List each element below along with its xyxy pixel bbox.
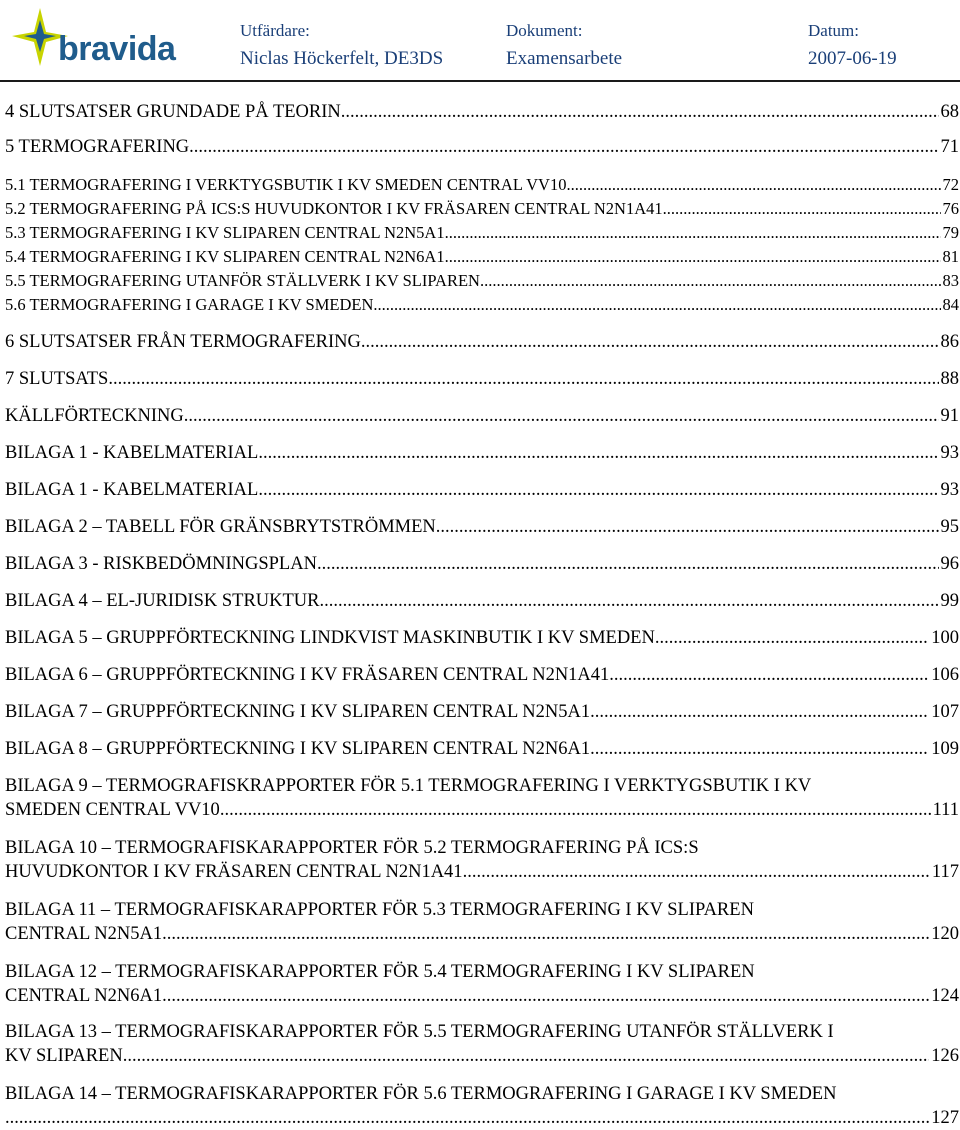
- toc-entry[interactable]: 5.5 TERMOGRAFERING UTANFÖR STÄLLVERK I KV SLIPAREN ..... 83: [5, 269, 959, 293]
- logo-text: bravida: [58, 30, 176, 68]
- date-field: [808, 20, 897, 72]
- toc-entry[interactable]: BILAGA 1 - KABELMATERIAL ..... 93: [5, 441, 959, 465]
- toc-entry[interactable]: 5 TERMOGRAFERING ..... 71: [5, 135, 959, 159]
- toc-entry[interactable]: BILAGA 5 – GRUPPFÖRTECKNING LINDKVIST MASKINBUTIK I KV SMEDEN ..... 100: [5, 626, 959, 650]
- toc-entry[interactable]: KÄLLFÖRTECKNING ..... 91: [5, 404, 959, 428]
- date-label: Datum:: [808, 21, 859, 40]
- toc-entry[interactable]: BILAGA 7 – GRUPPFÖRTECKNING I KV SLIPAREN CENTRAL N2N5A1 ..... 107: [5, 700, 959, 724]
- toc-entry[interactable]: BILAGA 2 – TABELL FÖR GRÄNSBRYTSTRÖMMEN ..... 95: [5, 515, 959, 539]
- document-label: Dokument:: [506, 21, 583, 40]
- toc-entry[interactable]: 5.1 TERMOGRAFERING I VERKTYGSBUTIK I KV SMEDEN CENTRAL VV10 ..... 72: [5, 173, 959, 197]
- toc-entry[interactable]: BILAGA 6 – GRUPPFÖRTECKNING I KV FRÄSAREN CENTRAL N2N1A41 ..... 106: [5, 663, 959, 687]
- page-header: [0, 0, 960, 84]
- issuer-value: Niclas Höckerfelt, DE3DS: [240, 47, 444, 69]
- document-field: [506, 20, 622, 72]
- document-value: Examensarbete: [506, 47, 623, 69]
- issuer-label: Utfärdare:: [240, 21, 310, 40]
- toc-entry[interactable]: 4 SLUTSATSER GRUNDADE PÅ TEORIN ..... 68: [5, 100, 959, 124]
- toc-entry[interactable]: BILAGA 8 – GRUPPFÖRTECKNING I KV SLIPAREN CENTRAL N2N6A1 ..... 109: [5, 737, 959, 761]
- header-divider: [0, 80, 960, 82]
- toc-entry[interactable]: BILAGA 3 - RISKBEDÖMNINGSPLAN ..... 96: [5, 552, 959, 576]
- bravida-logo: [10, 6, 176, 70]
- toc-entry[interactable]: 5.3 TERMOGRAFERING I KV SLIPAREN CENTRAL N2N5A1 ..... 79: [5, 221, 959, 245]
- toc-entry[interactable]: 5.2 TERMOGRAFERING PÅ ICS:S HUVUDKONTOR I KV FRÄSAREN CENTRAL N2N1A41 ..... 76: [5, 197, 959, 221]
- issuer-field: [240, 20, 443, 72]
- toc-entry[interactable]: BILAGA 1 - KABELMATERIAL ..... 93: [5, 478, 959, 502]
- toc-entry[interactable]: 6 SLUTSATSER FRÅN TERMOGRAFERING ..... 86: [5, 330, 959, 354]
- toc-entry[interactable]: 5.4 TERMOGRAFERING I KV SLIPAREN CENTRAL N2N6A1 ..... 81: [5, 245, 959, 269]
- date-value: 2007-06-19: [808, 47, 897, 69]
- toc-entry[interactable]: 7 SLUTSATS ..... 88: [5, 367, 959, 391]
- toc-entry[interactable]: BILAGA 4 – EL-JURIDISK STRUKTUR ..... 99: [5, 589, 959, 613]
- toc-entry[interactable]: 5.6 TERMOGRAFERING I GARAGE I KV SMEDEN ..... 84: [5, 293, 959, 317]
